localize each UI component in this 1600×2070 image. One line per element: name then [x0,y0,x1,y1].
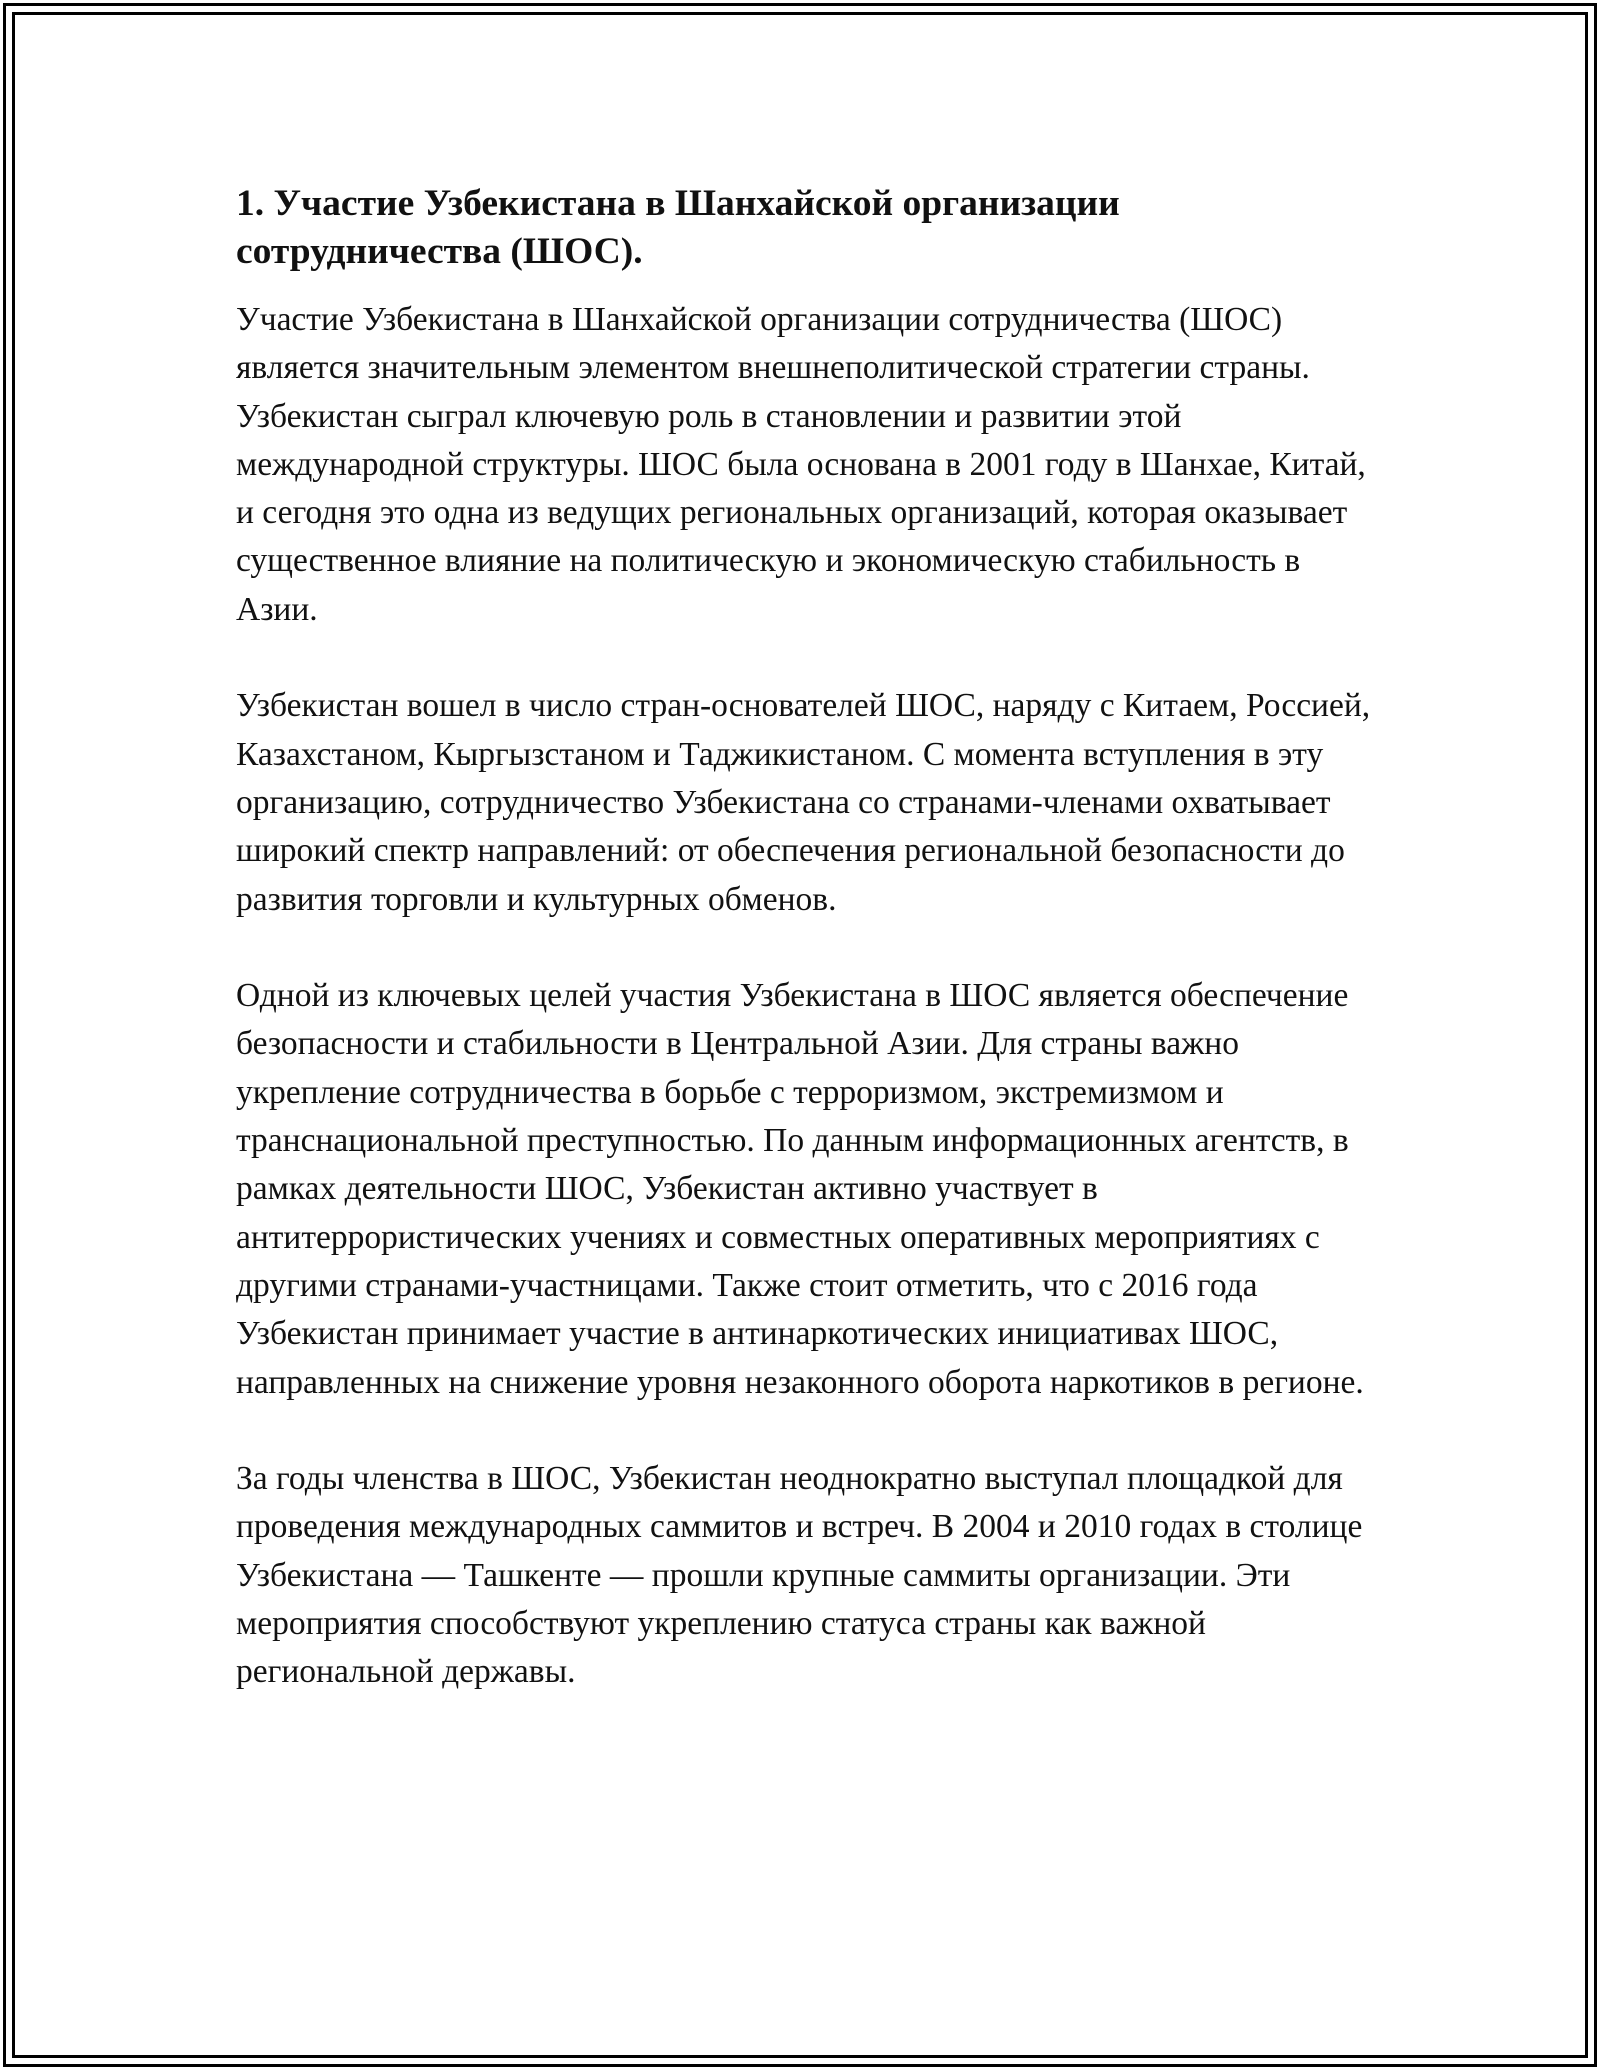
paragraph-4: За годы членства в ШОС, Узбекистан неоднократно выступал площадкой для проведения международных саммитов и встреч. В 2004 и 2010 годах в столице Узбекистана — Ташкенте — прошли крупные саммиты организации. Эти мероприятия способствуют укреплению статуса страны как важной региональной державы. [236,1460,1363,1691]
paragraph-2: Узбекистан вошел в число стран-основателей ШОС, наряду с Китаем, Россией, Казахстаном, Кыргызстаном и Таджикистаном. С момента вступления в эту организацию, сотрудничество Узбекистана со странами-членами охватывает широкий спектр направлений: от обеспечения региональной безопасности до развития торговли и культурных обменов. [236,687,1371,918]
document-body [236,180,1376,1697]
section-heading: 1. Участие Узбекистана в Шанхайской организации сотрудничества (ШОС). [236,183,1120,272]
paragraph-3: Одной из ключевых целей участия Узбекистана в ШОС является обеспечение безопасности и стабильности в Центральной Азии. Для страны важно укрепление сотрудничества в борьбе с терроризмом, экстремизмом и транснациональной преступностью. По данным информационных агентств, в рамках деятельности ШОС, Узбекистан активно участвует в антитеррористических учениях и совместных оперативных мероприятиях с другими странами-участницами. Также стоит отметить, что с 2016 года Узбекистан принимает участие в антинаркотических инициативах ШОС, направленных на снижение уровня незаконного оборота наркотиков в регионе. [236,977,1364,1401]
paragraph-1: Участие Узбекистана в Шанхайской организации сотрудничества (ШОС) является значительным элементом внешнеполитической стратегии страны. Узбекистан сыграл ключевую роль в становлении и развитии этой международной структуры. ШОС была основана в 2001 году в Шанхае, Китай, и сегодня это одна из ведущих региональных организаций, которая оказывает существенное влияние на политическую и экономическую стабильность в Азии. [236,301,1366,628]
